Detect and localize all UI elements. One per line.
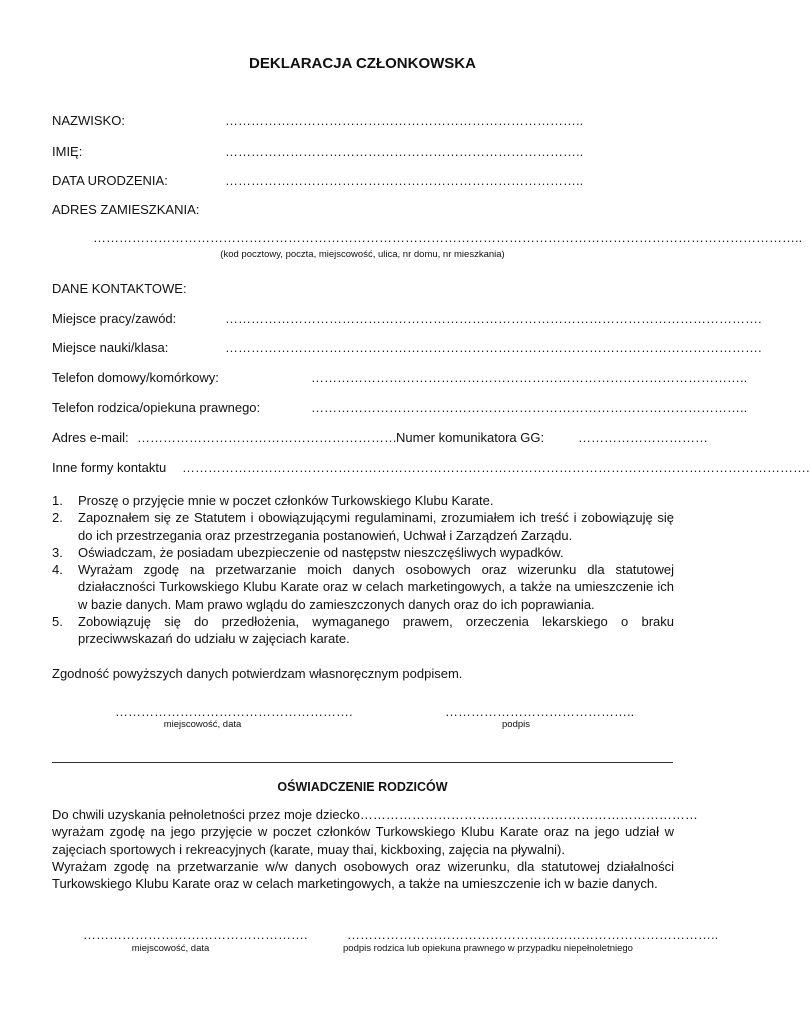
list-item: 5. Zobowiązuję się do przedłożenia, wymaganego prawem, orzeczenia lekarskiego o braku przeciwwskazań do udziału w zajęciach karate.	[52, 614, 674, 647]
contact-heading: DANE KONTAKTOWE:	[52, 281, 187, 296]
list-item: 3. Oświadczam, że posiadam ubezpieczenie od następstw nieszczęśliwych wypadków.	[52, 544, 564, 560]
declarations-list	[52, 492, 674, 648]
signature-label: podpis	[502, 719, 530, 730]
parents-paragraph-1: Do chwili uzyskania pełnoletności przez moje dziecko …………………………………………………………………… wyrażam zgodę na jego przyjęcie w poczet członków Turkowskiego Klubu Karate oraz na jego udział w zajęciach sportowych i rekreacyjnych (karate, muay thai, kickboxing, zajęcia na pływalni). Wyrażam zgodę na przetwarzanie w/w danych osobowych oraz wizerunku, dla statutowej działalności Turkowskiego Klubu Karate oraz w celach marketingowych, a także na umieszczenie ich w bazie danych.	[52, 807, 698, 892]
parents-child-line: Do chwili uzyskania pełnoletności przez moje dziecko ……………………………………………………………………	[52, 807, 698, 822]
phone-label: Telefon domowy/komórkowy:	[52, 370, 219, 385]
document-title: DEKLARACJA CZŁONKOWSKA	[249, 55, 476, 72]
parent-phone-label: Telefon rodzica/opiekuna prawnego:	[52, 400, 261, 415]
surname-label: NAZWISKO:	[52, 113, 125, 128]
place-date-label: miejscowość, data	[163, 719, 242, 730]
workplace-label: Miejsce pracy/zawód:	[52, 311, 177, 326]
address-hint: (kod pocztowy, poczta, miejscowość, ulica, nr domu, nr mieszkania)	[220, 249, 505, 260]
email-label: Adres e-mail:	[52, 430, 129, 445]
child-name-field[interactable]: ……………………………………………………………………	[359, 807, 698, 822]
list-item: 4. Wyrażam zgodę na przetwarzanie moich danych osobowych oraz wizerunku dla statutowej działaczności Turkowskiego Klubu Karate oraz w celach marketingowych, a także na umieszczenie ich w bazie danych. Mam prawo wglądu do zamieszczonych danych oraz do ich poprawiania.	[52, 562, 674, 612]
signature-field[interactable]: ……………………………………..	[445, 704, 635, 719]
gg-label: Numer komunikatora GG:	[396, 430, 545, 445]
parent-signature-field[interactable]: …………………………………………………………………………..	[347, 927, 719, 942]
other-contact-field[interactable]: ……………………………………………………………………………………………………………………………….	[182, 460, 810, 475]
parent-place-date-field[interactable]: …………………………………………….	[83, 927, 308, 942]
place-date-field[interactable]: ……………………………………………….	[115, 704, 353, 719]
first-name-label: IMIĘ:	[52, 144, 83, 159]
birth-date-field[interactable]: ………………………………………………………………………..	[225, 173, 584, 188]
confirmation-text: Zgodność powyższych danych potwierdzam własnoręcznym podpisem.	[52, 666, 463, 681]
divider	[52, 762, 673, 763]
phone-field[interactable]: ………………………………………………………………………………………..	[311, 370, 748, 385]
workplace-field[interactable]: …………………………………………………………………………………………………………….	[225, 311, 762, 326]
parent-place-date-label: miejscowość, data	[131, 943, 210, 954]
birth-date-label: DATA URODZENIA:	[52, 173, 168, 188]
address-label: ADRES ZAMIESZKANIA:	[52, 202, 200, 217]
parents-heading: OŚWIADCZENIE RODZICÓW	[277, 780, 448, 794]
school-label: Miejsce nauki/klasa:	[52, 340, 169, 355]
address-field[interactable]: ………………………………………………………………………………………………………………………………………………..	[93, 230, 803, 245]
surname-field[interactable]: ………………………………………………………………………..	[225, 113, 584, 128]
list-item: 1. Proszę o przyjęcie mnie w poczet członków Turkowskiego Klubu Karate.	[52, 493, 494, 508]
list-item: 2. Zapoznałem się ze Statutem i obowiązującymi regulaminami, zrozumiałem ich treść i zobowiązuję się do ich przestrzegania oraz przestrzegania postanowień, Uchwał i Zarządzeń Zarządu.	[52, 510, 674, 543]
gg-field[interactable]: …………………………	[578, 430, 708, 445]
school-field[interactable]: …………………………………………………………………………………………………………….	[225, 340, 762, 355]
parent-signature-label: podpis rodzica lub opiekuna prawnego w przypadku niepełnoletniego	[343, 943, 633, 954]
email-field[interactable]: ……………………………………………………	[137, 430, 397, 445]
other-contact-label: Inne formy kontaktu	[52, 460, 167, 475]
first-name-field[interactable]: ………………………………………………………………………..	[225, 144, 584, 159]
parent-phone-field[interactable]: ………………………………………………………………………………………..	[311, 400, 748, 415]
